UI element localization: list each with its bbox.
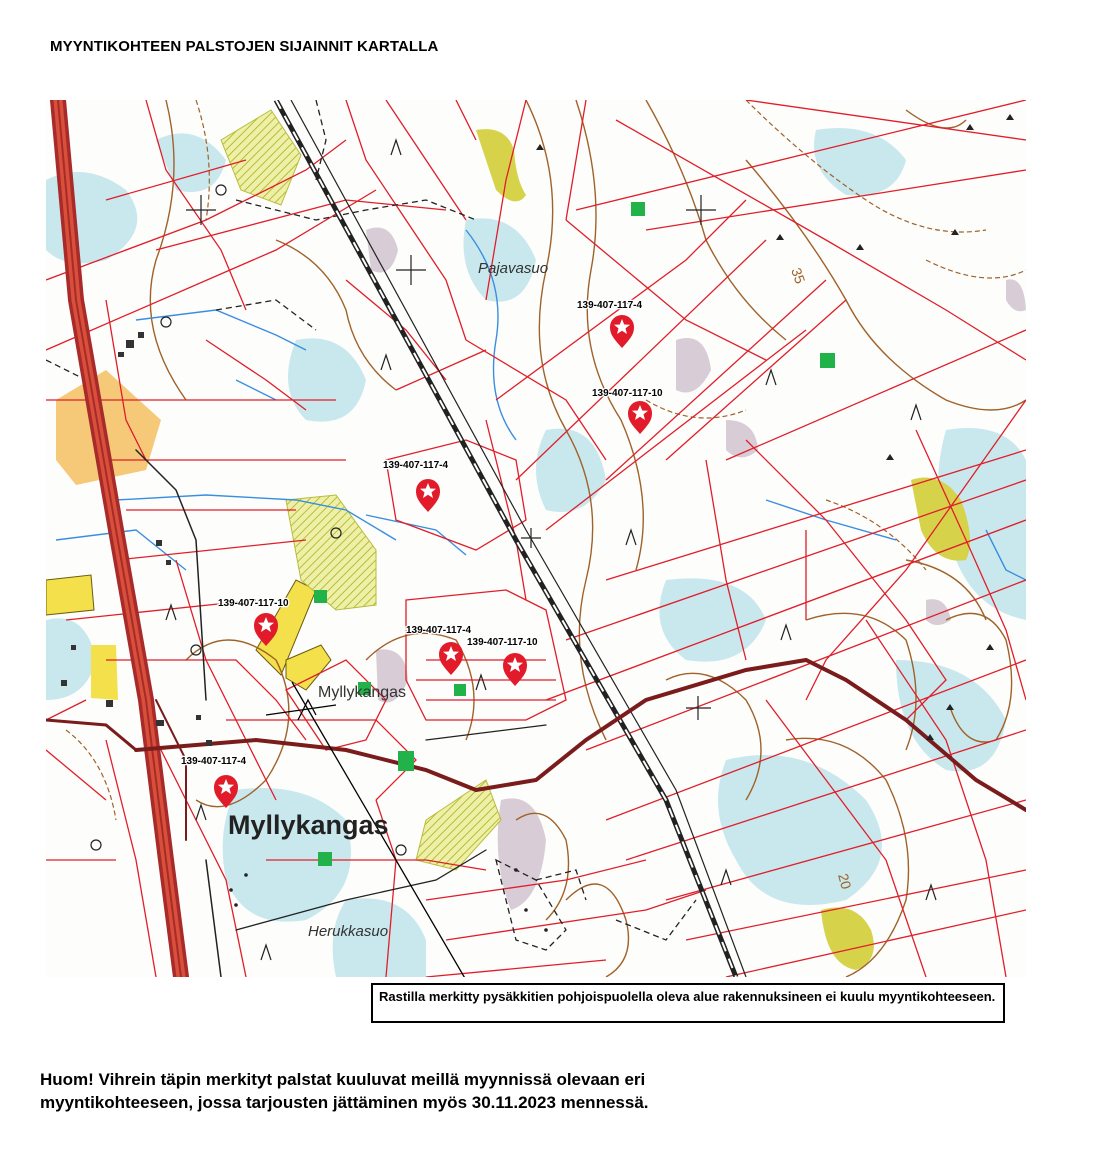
parcel-label: 139-407-117-4 (577, 300, 643, 311)
parcel-label: 139-407-117-10 (467, 637, 538, 648)
red-star-pin-icon (628, 401, 652, 434)
place-label-myllykangas: Myllykangas (228, 810, 389, 840)
hatched-areas (221, 110, 501, 870)
red-star-pin-icon (439, 642, 463, 675)
red-star-pin-icon (503, 653, 527, 686)
map-view[interactable] (46, 100, 1026, 977)
contour-label-20: 20 (835, 871, 855, 891)
footer-note: Huom! Vihrein täpin merkityt palstat kuuluvat meillä myynnissä olevaan eri myyntikohteeseen, jossa tarjousten jättäminen myös 30.11.2023 mennessä. (40, 1070, 649, 1112)
place-label-myllykangas-small: Myllykangas (318, 684, 407, 701)
parcel-marker[interactable] (592, 388, 663, 434)
contour-label-35: 35 (788, 265, 809, 286)
place-label-pajavasuo: Pajavasuo (478, 260, 549, 277)
parcel-label: 139-407-117-4 (406, 625, 472, 636)
exclusion-callout: Rastilla merkitty pysäkkitien pohjoispuolella oleva alue rakennuksineen ei kuulu myyntikohteeseen. (371, 983, 1005, 1023)
marsh-areas (476, 129, 970, 970)
parcel-label: 139-407-117-10 (592, 388, 663, 399)
red-star-pin-icon (610, 315, 634, 348)
parcel-marker[interactable] (406, 625, 471, 675)
parcel-label: 139-407-117-4 (383, 460, 449, 471)
parcel-marker[interactable] (577, 300, 642, 348)
page-title: MYYNTIKOHTEEN PALSTOJEN SIJAINNIT KARTALLA (50, 38, 439, 55)
red-star-pin-icon (416, 479, 440, 512)
parcel-label: 139-407-117-10 (218, 598, 289, 609)
parcel-label: 139-407-117-4 (181, 756, 247, 767)
parcel-marker[interactable] (467, 637, 538, 686)
place-label-herukkasuo: Herukkasuo (308, 923, 389, 940)
